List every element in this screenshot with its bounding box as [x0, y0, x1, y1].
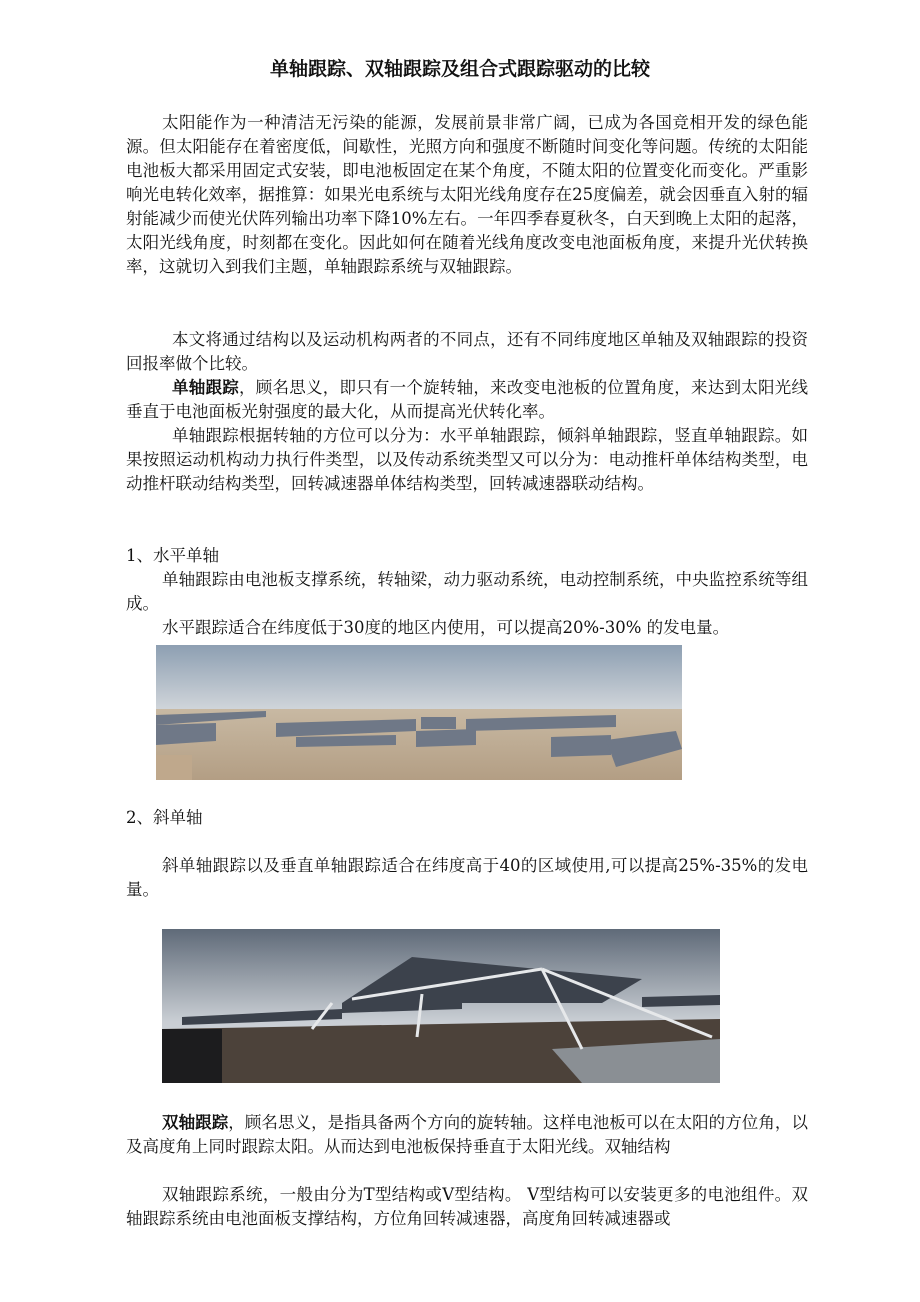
dual-axis-structure: 双轴跟踪系统，一般由分为T型结构或V型结构。 V型结构可以安装更多的电池组件。双轴跟踪系统由电池面板支撑结构，方位角回转减速器，高度角回转减速器或	[126, 1185, 808, 1228]
document-title: 单轴跟踪、双轴跟踪及组合式跟踪驱动的比较	[269, 58, 650, 80]
single-axis-classification: 单轴跟踪根据转轴的方位可以分为：水平单轴跟踪，倾斜单轴跟踪，竖直单轴跟踪。如果按照运动机构动力执行件类型，以及传动系统类型又可以分为：电动推杆单体结构类型，电动推杆联动结构类型，回转减速器单体结构类型，回转减速器联动结构。	[126, 426, 808, 493]
purpose-paragraph: 本文将通过结构以及运动机构两者的不同点，还有不同纬度地区单轴及双轴跟踪的投资回报率做个比较。	[126, 330, 808, 373]
dual-axis-definition	[126, 1111, 808, 1159]
section1-paragraph-2: 水平跟踪适合在纬度低于30度的地区内使用，可以提高20%-30% 的发电量。	[162, 618, 730, 637]
dual-axis-term: 双轴跟踪	[162, 1113, 229, 1132]
intro-paragraph: 太阳能作为一种清洁无污染的能源，发展前景非常广阔，已成为各国竞相开发的绿色能源。但太阳能存在着密度低，间歇性，光照方向和强度不断随时间变化等问题。传统的太阳能电池板大都采用固定式安装，即电池板固定在某个角度，不随太阳的位置变化而变化。严重影响光电转化效率，据推算：如果光电系统与太阳光线角度存在25度偏差，就会因垂直入射的辐射能减少而使光伏阵列输出功率下降10%左右。一年四季春夏秋冬，白天到晚上太阳的起落，太阳光线角度，时刻都在变化。因此如何在随着光线角度改变电池面板角度，来提升光伏转换率，这就切入到我们主题，单轴跟踪系统与双轴跟踪。	[126, 113, 808, 276]
tilted-single-axis-photo	[162, 929, 720, 1083]
dual-axis-definition-text: ，顾名思义，是指具备两个方向的旋转轴。这样电池板可以在太阳的方位角，以及高度角上同时跟踪太阳。从而达到电池板保持垂直于太阳光线。双轴结构	[126, 1113, 809, 1156]
section1-paragraph-1: 单轴跟踪由电池板支撑系统，转轴梁，动力驱动系统，电动控制系统，中央监控系统等组成。	[126, 570, 808, 613]
horizontal-single-axis-photo	[156, 645, 682, 780]
section2-paragraph-1: 斜单轴跟踪以及垂直单轴跟踪适合在纬度高于40的区域使用,可以提高25%-35%的发电量。	[126, 856, 808, 899]
single-axis-definition-text: ，顾名思义，即只有一个旋转轴，来改变电池板的位置角度，来达到太阳光线垂直于电池面板光射强度的最大化，从而提高光伏转化率。	[126, 378, 809, 421]
section2-heading: 2、斜单轴	[126, 808, 203, 827]
section1-heading: 1、水平单轴	[126, 546, 219, 565]
single-axis-definition	[126, 376, 808, 424]
single-axis-term: 单轴跟踪	[172, 378, 239, 397]
